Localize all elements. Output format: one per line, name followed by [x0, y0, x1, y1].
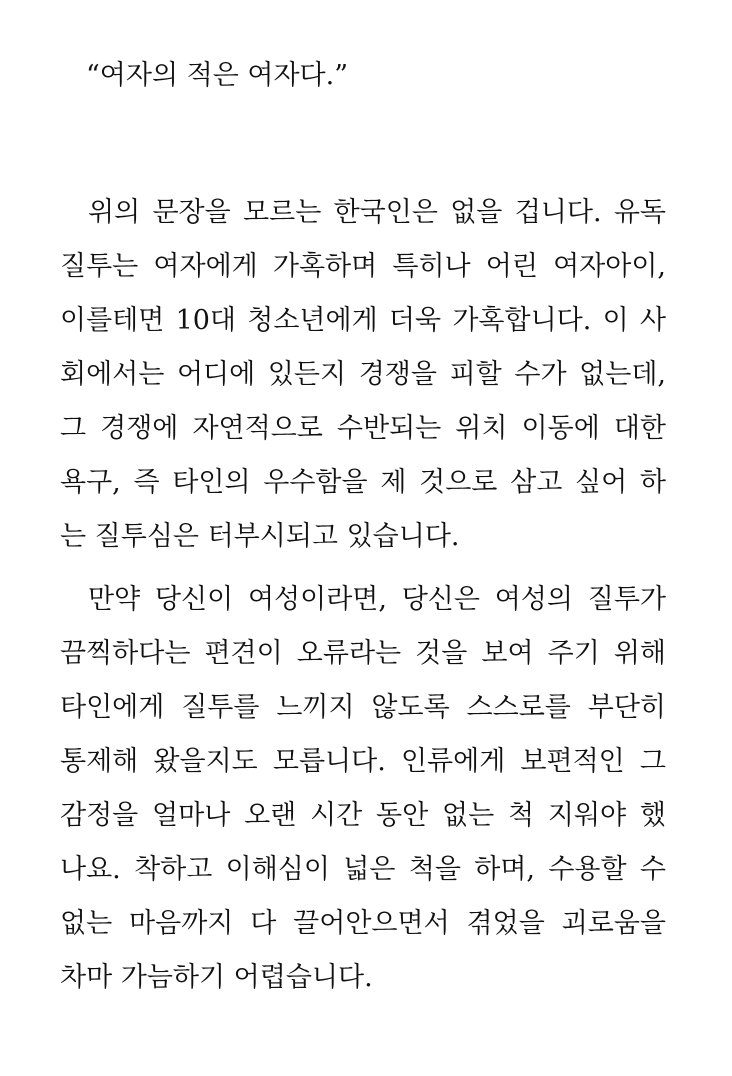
paragraph-2 [60, 573, 666, 1005]
paragraph-line: 질투는 여자에게 가혹하며 특히나 어린 여자아이, [60, 251, 666, 282]
paragraph-line: 는 질투심은 터부시되고 있습니다. [60, 521, 460, 552]
paragraph-line: 없는 마음까지 다 끌어안으면서 겪었을 괴로움을 [60, 908, 666, 939]
paragraph-line: 나요. 착하고 이해심이 넓은 척을 하며, 수용할 수 [60, 854, 666, 885]
paragraph-line: 위의 문장을 모르는 한국인은 없을 겁니다. 유독 [88, 197, 666, 228]
paragraph-line: 이를테면 10대 청소년에게 더욱 가혹합니다. 이 사 [60, 305, 666, 336]
paragraph-line: 끔찍하다는 편견이 오류라는 것을 보여 주기 위해 [60, 638, 666, 669]
quote-line: “여자의 적은 여자다.” [86, 60, 349, 91]
paragraph-line: 차마 가늠하기 어렵습니다. [60, 962, 373, 993]
paragraph-line: 타인에게 질투를 느끼지 않도록 스스로를 부단히 [60, 692, 666, 723]
paragraph-line: 감정을 얼마나 오랜 시간 동안 없는 척 지워야 했 [60, 800, 666, 831]
paragraph-line: 그 경쟁에 자연적으로 수반되는 위치 이동에 대한 [60, 413, 666, 444]
paragraph-line: 만약 당신이 여성이라면, 당신은 여성의 질투가 [88, 584, 666, 615]
paragraph-line: 통제해 왔을지도 모릅니다. 인류에게 보편적인 그 [60, 746, 666, 777]
paragraph-line: 회에서는 어디에 있든지 경쟁을 피할 수가 없는데, [60, 359, 666, 390]
paragraph-1 [60, 186, 666, 564]
paragraph-line: 욕구, 즉 타인의 우수함을 제 것으로 삼고 싶어 하 [60, 467, 666, 498]
